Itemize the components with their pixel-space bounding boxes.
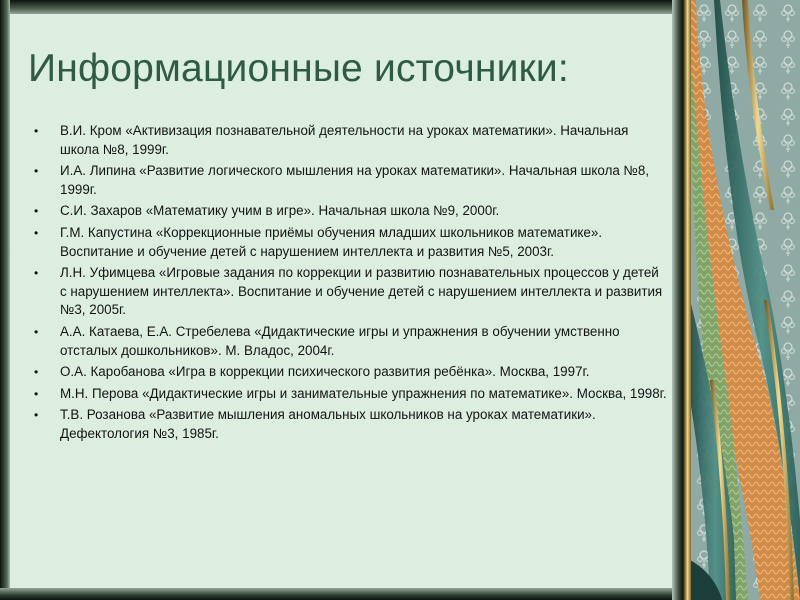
decorative-ribbon-panel xyxy=(690,0,800,600)
bullet-icon: • xyxy=(34,204,39,219)
source-text: С.И. Захаров «Математику учим в игре». Начальная школа №9, 2000г. xyxy=(60,203,500,219)
slide-frame-right-shadow xyxy=(672,0,683,600)
source-text: Т.В. Розанова «Развитие мышления аномальных школьников на уроках математики». Дефектология №3, 1985г. xyxy=(60,407,596,441)
list-item xyxy=(28,122,668,159)
bullet-icon: • xyxy=(34,124,39,138)
list-item xyxy=(28,264,668,320)
list-item xyxy=(28,385,668,404)
gold-divider xyxy=(683,0,691,600)
source-text: О.А. Каробанова «Игра в коррекции психического развития ребёнка». Москва, 1997г. xyxy=(60,364,590,380)
bullet-icon: • xyxy=(34,365,39,380)
bullet-icon: • xyxy=(34,408,39,423)
slide-content xyxy=(28,44,668,447)
bullet-icon: • xyxy=(34,266,39,281)
list-item xyxy=(28,406,668,443)
source-text: И.А. Липина «Развитие логического мышления на уроках математики». Начальная школа №8, 1999г. xyxy=(60,163,650,197)
bullet-icon: • xyxy=(34,324,39,339)
bullet-icon: • xyxy=(34,164,39,179)
sources-list xyxy=(28,122,668,444)
slide-frame-top xyxy=(0,0,700,14)
source-text: Г.М. Капустина «Коррекционные приёмы обучения младших школьников математике». Воспитание и обучение детей с нарушением интеллекта и развития №5, 2003г. xyxy=(60,224,603,259)
source-text: М.Н. Перова «Дидактические игры и занимательные упражнения по математике». Москва, 1998г. xyxy=(60,385,667,401)
source-text: Л.Н. Уфимцева «Игровые задания по коррекции и развитию познавательных процессов у детей с нарушением интеллекта». Воспитание и обучение детей с нарушением интеллекта и развития №3, 2005г. xyxy=(60,265,663,318)
bullet-icon: • xyxy=(34,225,39,240)
source-text: А.А. Катаева, Е.А. Стребелева «Дидактические игры и упражнения в обучении умственно отсталых дошкольников». М. Владос, 2004г. xyxy=(60,323,620,358)
slide-frame-left xyxy=(0,0,10,600)
list-item xyxy=(28,224,668,261)
bullet-icon: • xyxy=(34,386,39,401)
list-item xyxy=(28,323,668,360)
list-item xyxy=(28,162,668,199)
list-item xyxy=(28,202,668,221)
source-text: В.И. Кром «Активизация познавательной деятельности на уроках математики». Начальная школа №8, 1999г. xyxy=(60,123,629,157)
slide-frame-bottom xyxy=(0,588,700,600)
list-item xyxy=(28,363,668,382)
slide-title: Информационные источники: xyxy=(28,47,569,90)
